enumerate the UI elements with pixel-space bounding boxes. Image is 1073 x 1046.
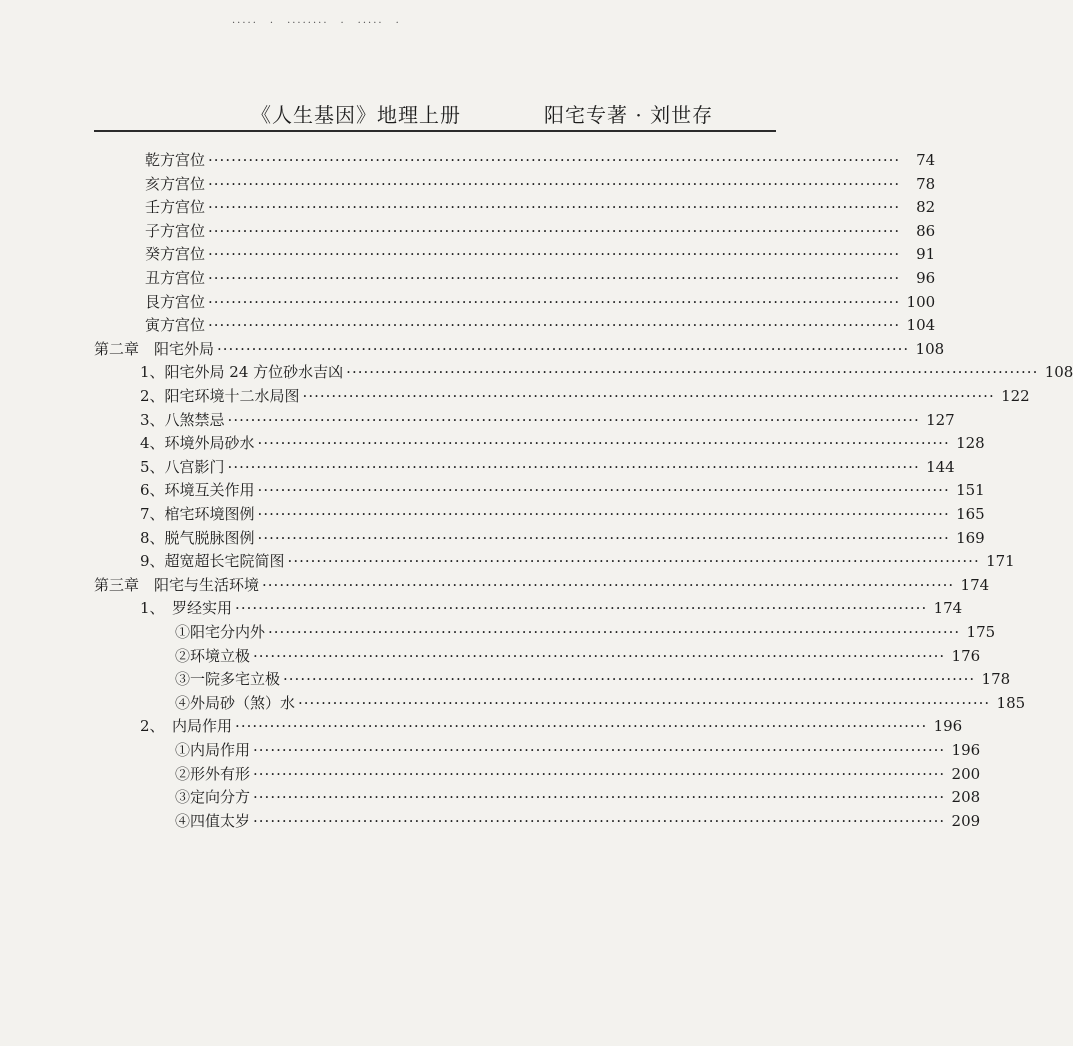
toc-entry-page: 78: [916, 174, 936, 193]
toc-entry-title: 寅方宫位: [145, 316, 206, 335]
toc-entry: [175, 739, 981, 761]
dot-leader: ························································································································: [208, 198, 901, 217]
toc-entry-title: 丑方宫位: [145, 269, 206, 287]
toc-entry: [175, 645, 981, 667]
toc-entry-title: 2、 内局作用: [140, 717, 233, 736]
toc-chapter: [94, 338, 945, 360]
toc-entry-title: 2、阳宅环境十二水局图: [140, 387, 300, 405]
dot-leader: ························································································································: [298, 693, 991, 712]
toc-entry-page: 144: [926, 457, 955, 476]
toc-entry-title: 7、棺宅环境图例: [140, 505, 255, 523]
dot-leader: ························································································································: [208, 151, 901, 169]
toc-entry-page: 100: [906, 292, 936, 311]
dot-leader: ························································································································: [302, 387, 995, 405]
toc-entry-page: 128: [956, 434, 985, 453]
toc-entry-page: 174: [933, 599, 963, 618]
dot-leader: ························································································································: [208, 174, 901, 193]
toc-entry: [145, 243, 936, 265]
book-title: 《人生基因》地理上册: [251, 103, 461, 127]
toc-entry: [140, 409, 955, 431]
toc-entry-title: 第三章 阳宅与生活环境: [94, 575, 260, 594]
toc-entry: [175, 668, 1011, 690]
toc-entry: [175, 692, 1026, 714]
dot-leader: ························································································································: [217, 339, 910, 358]
toc-entry-title: ③定向分方: [175, 788, 251, 807]
toc-entry-page: 200: [951, 764, 981, 783]
toc-entry-title: ②环境立极: [175, 646, 251, 665]
toc-entry-title: 艮方宫位: [145, 292, 206, 311]
toc-entry: [140, 432, 985, 454]
dot-leader: ························································································································: [253, 788, 946, 807]
toc-entry-title: 第二章 阳宅外局: [94, 339, 215, 358]
toc-entry: [140, 597, 963, 619]
toc-entry-title: 子方宫位: [145, 221, 206, 240]
toc-entry-title: 5、八宫影门: [140, 457, 225, 476]
dot-leader: ························································································································: [346, 363, 1039, 382]
dot-leader: ························································································································: [257, 434, 950, 453]
toc-entry-title: 1、 罗经实用: [140, 599, 233, 618]
toc-entry-page: 82: [916, 198, 936, 217]
toc-entry-page: 91: [916, 245, 936, 264]
toc-entry-page: 127: [926, 410, 955, 429]
toc-entry-page: 108: [915, 339, 945, 358]
dot-leader: ························································································································: [208, 269, 901, 287]
toc-entry-page: 178: [981, 670, 1011, 689]
toc-entry: [145, 173, 936, 195]
dot-leader: ························································································································: [257, 481, 950, 500]
toc-chapter: [94, 574, 990, 596]
toc-entry-page: 185: [996, 693, 1026, 712]
dot-leader: ························································································································: [287, 552, 980, 571]
toc-entry: [175, 810, 981, 832]
toc-entry: [145, 314, 936, 336]
toc-entry-title: 9、超宽超长宅院简图: [140, 552, 285, 571]
toc-entry-title: 亥方宫位: [145, 174, 206, 193]
toc-entry-page: 165: [956, 505, 985, 523]
toc-entry: [140, 385, 1030, 407]
toc-entry-title: ④外局砂（煞）水: [175, 693, 296, 712]
toc-entry-title: 癸方宫位: [145, 245, 206, 264]
toc-entry: [140, 456, 955, 478]
dot-leader: ························································································································: [208, 245, 901, 264]
toc-entry-page: 176: [951, 646, 981, 665]
dot-leader: ························································································································: [253, 764, 946, 783]
dot-leader: ························································································································: [253, 646, 946, 665]
author-credit: 阳宅专著 · 刘世存: [544, 103, 714, 127]
toc-entry-page: 174: [960, 575, 990, 594]
toc-entry-page: 104: [906, 316, 936, 335]
toc-entry-title: 8、脱气脱脉图例: [140, 528, 255, 547]
dot-leader: ························································································································: [253, 741, 946, 759]
toc-entry-page: 108: [1044, 363, 1073, 382]
toc-entry-page: 122: [1001, 387, 1030, 405]
toc-entry: [140, 550, 1015, 572]
toc-entry: [140, 527, 985, 549]
toc-entry-title: 乾方宫位: [145, 151, 206, 169]
dot-leader: ························································································································: [268, 623, 961, 641]
toc-entry: [175, 763, 981, 785]
dot-leader: ························································································································: [235, 599, 928, 618]
toc-entry: [140, 715, 963, 737]
running-header: [96, 95, 776, 127]
dot-leader: ························································································································: [208, 316, 901, 335]
dot-leader: ························································································································: [257, 528, 950, 547]
toc-entry-title: ①内局作用: [175, 741, 251, 759]
toc-entry-title: 1、阳宅外局 24 方位砂水吉凶: [140, 363, 344, 382]
toc-entry-title: ②形外有形: [175, 764, 251, 783]
toc-entry: [145, 196, 936, 218]
toc-entry-page: 196: [933, 717, 963, 736]
dot-leader: ························································································································: [262, 575, 955, 594]
toc-entry: [145, 149, 936, 171]
dot-leader: ························································································································: [235, 717, 928, 736]
toc-entry-page: 96: [916, 269, 936, 287]
toc-entry-title: ③一院多宅立极: [175, 670, 281, 689]
dot-leader: ························································································································: [257, 505, 950, 523]
toc-entry: [140, 479, 985, 501]
dot-leader: ························································································································: [208, 221, 901, 240]
dot-leader: ························································································································: [283, 670, 976, 689]
toc-entry-page: 196: [951, 741, 981, 759]
toc-entry-page: 175: [966, 623, 996, 641]
toc-entry-page: 171: [986, 552, 1015, 571]
toc-entry: [175, 621, 996, 643]
toc-entry: [175, 786, 981, 808]
toc-entry: [145, 267, 936, 289]
toc-entry-title: ④四值太岁: [175, 811, 251, 830]
dot-leader: ························································································································: [227, 410, 920, 429]
dot-leader: ························································································································: [227, 457, 920, 476]
toc-entry-title: 4、环境外局砂水: [140, 434, 255, 453]
toc-entry: [140, 361, 1073, 383]
header-dots: ····· · ········ · ····· ·: [232, 18, 401, 29]
toc-entry-page: 151: [956, 481, 985, 500]
toc-entry-page: 208: [951, 788, 981, 807]
toc-entry-page: 74: [916, 151, 936, 169]
toc-entry-page: 209: [951, 811, 981, 830]
header-rule: [94, 130, 776, 132]
toc-entry: [145, 220, 936, 242]
toc-entry: [140, 503, 985, 525]
toc-entry-title: ①阳宅分内外: [175, 623, 266, 641]
toc-entry: [145, 291, 936, 313]
toc-entry-title: 3、八煞禁忌: [140, 410, 225, 429]
dot-leader: ························································································································: [253, 811, 946, 830]
toc-entry-title: 壬方宫位: [145, 198, 206, 217]
toc-entry-page: 169: [956, 528, 985, 547]
toc-entry-title: 6、环境互关作用: [140, 481, 255, 500]
toc-entry-page: 86: [916, 221, 936, 240]
dot-leader: ························································································································: [208, 292, 901, 311]
